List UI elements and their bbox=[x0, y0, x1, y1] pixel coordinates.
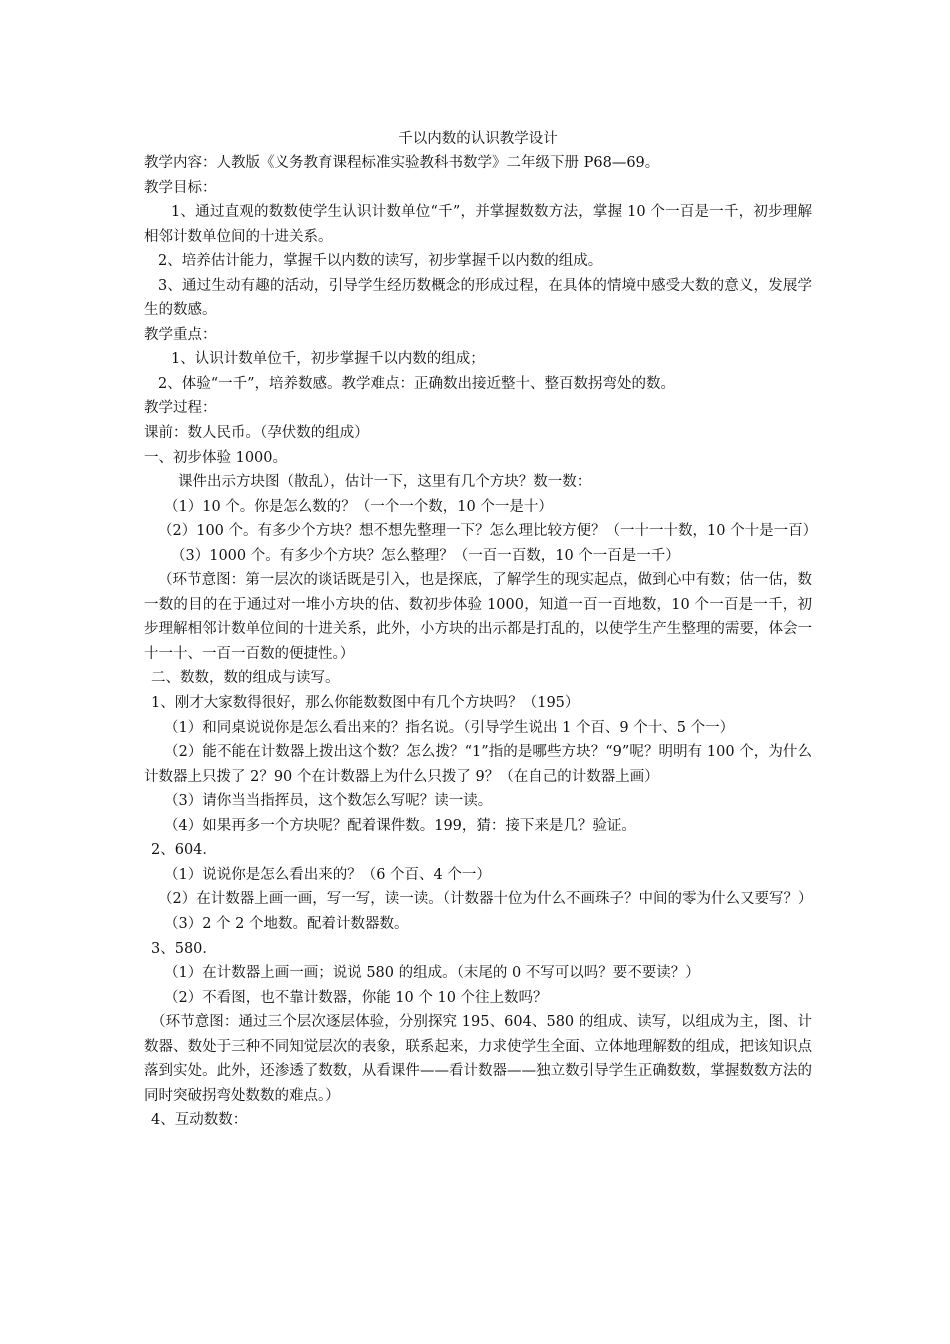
paragraph-item-3: 3、580． bbox=[151, 940, 217, 957]
paragraph-item-1-3: （3）请你当当指挥员，这个数怎么写呢？读一读。 bbox=[164, 793, 493, 810]
heading-process: 教学过程： bbox=[144, 400, 217, 417]
paragraph-item-1-2: （2）能不能在计数器上拨出这个数？怎么拨？“1”指的是哪些方块？“9”呢？明明有 100 个，为什么计数器上只拨了 2？90 个在计数器上为什么只拨了 9？（在自己的计数器上画） bbox=[144, 744, 812, 785]
paragraph-key-point-1: 1、认识计数单位千，初步掌握千以内数的组成； bbox=[171, 351, 485, 368]
paragraph-item-4: 4、互动数数： bbox=[151, 1112, 248, 1129]
paragraph-step-3: （3）1000 个。有多少个方块？怎么整理？（一百一百数，10 个一百是一千） bbox=[171, 547, 680, 564]
paragraph-item-2-3: （3）2 个 2 个地数。配着计数器数。 bbox=[164, 915, 409, 932]
paragraph-item-2-1: （1）说说你是怎么看出来的？（6 个百、4 个一） bbox=[164, 866, 491, 883]
paragraph-key-point-2: 2、体验“一千”，培养数感。教学难点：正确数出接近整十、整百数拐弯处的数。 bbox=[158, 375, 676, 392]
paragraph-content: 教学内容：人教版《义务教育课程标准实验教科书数学》二年级下册 P68—69。 bbox=[144, 155, 660, 171]
paragraph-item-2: 2、604． bbox=[151, 842, 217, 859]
paragraph-item-3-2: （2）不看图，也不靠计数器，你能 10 个 10 个往上数吗？ bbox=[164, 989, 548, 1006]
paragraph-courseware: 课件出示方块图（散乱），估计一下，这里有几个方块？数一数： bbox=[178, 474, 592, 491]
heading-objectives: 教学目标： bbox=[144, 179, 217, 196]
paragraph-intent-1: （环节意图：第一层次的谈话既是引入，也是探底，了解学生的现实起点，做到心中有数；估一估，数一数的目的在于通过对一堆小方块的估、数初步体验 1000，知道一百一百地数，10 个一百是一千，初步理解相邻计数单位间的十进关系，此外，小方块的出示都是打乱的，以使学生产生整理的需要，体会一十一十、一百一百数的便捷性。） bbox=[144, 572, 812, 662]
paragraph-objective-2: 2、培养估计能力，掌握千以内数的读写，初步掌握千以内数的组成。 bbox=[158, 253, 603, 270]
paragraph-item-3-1: （1）在计数器上画一画；说说 580 的组成。（末尾的 0 不写可以吗？要不要读？） bbox=[164, 965, 700, 982]
section-heading-1: 一、初步体验 1000。 bbox=[144, 449, 288, 466]
document-title: 千以内数的认识教学设计 bbox=[398, 131, 558, 147]
paragraph-step-1: （1）10 个。你是怎么数的？（一个一个数，10 个一是十） bbox=[164, 498, 553, 515]
paragraph-intent-2: （环节意图：通过三个层次逐层体验，分别探究 195、604、580 的组成、读写，以组成为主，图、计数器、数处于三种不同知觉层次的表象，联系起来，力求使学生全面、立体地理解数的组成，把该知识点落到实处。此外，还渗透了数数，从看课件——看计数器——独立数引导学生正确数数，掌握数数方法的同时突破拐弯处数数的难点。） bbox=[144, 1014, 812, 1104]
paragraph-objective-3: 3、通过生动有趣的活动，引导学生经历数概念的形成过程，在具体的情境中感受大数的意义，发展学生的数感。 bbox=[144, 277, 812, 319]
paragraph-item-1: 1、刚才大家数得很好，那么你能数数图中有几个方块吗？（195） bbox=[151, 695, 580, 712]
paragraph-item-1-1: （1）和同桌说说你是怎么看出来的？指名说。（引导学生说出 1 个百、9 个十、5 个一） bbox=[164, 719, 735, 736]
paragraph-item-1-4: （4）如果再多一个方块呢？配着课件数。199，猜：接下来是几？验证。 bbox=[164, 817, 636, 834]
paragraph-objective-1: 1、通过直观的数数使学生认识计数单位“千”，并掌握数数方法，掌握 10 个一百是一千，初步理解相邻计数单位间的十进关系。 bbox=[144, 204, 812, 245]
section-heading-2: 二、数数，数的组成与读写。 bbox=[151, 670, 340, 687]
paragraph-item-2-2: （2）在计数器上画一画，写一写，读一读。（计数器十位为什么不画珠子？中间的零为什么又要写？） bbox=[158, 891, 813, 908]
heading-key-points: 教学重点： bbox=[144, 326, 217, 343]
paragraph-pre-class: 课前：数人民币。（孕伏数的组成） bbox=[144, 425, 369, 442]
document-body bbox=[144, 151, 818, 1133]
paragraph-step-2: （2）100 个。有多少个方块？想不想先整理一下？怎么理比较方便？（一十一十数，10 个十是一百） bbox=[158, 523, 818, 540]
